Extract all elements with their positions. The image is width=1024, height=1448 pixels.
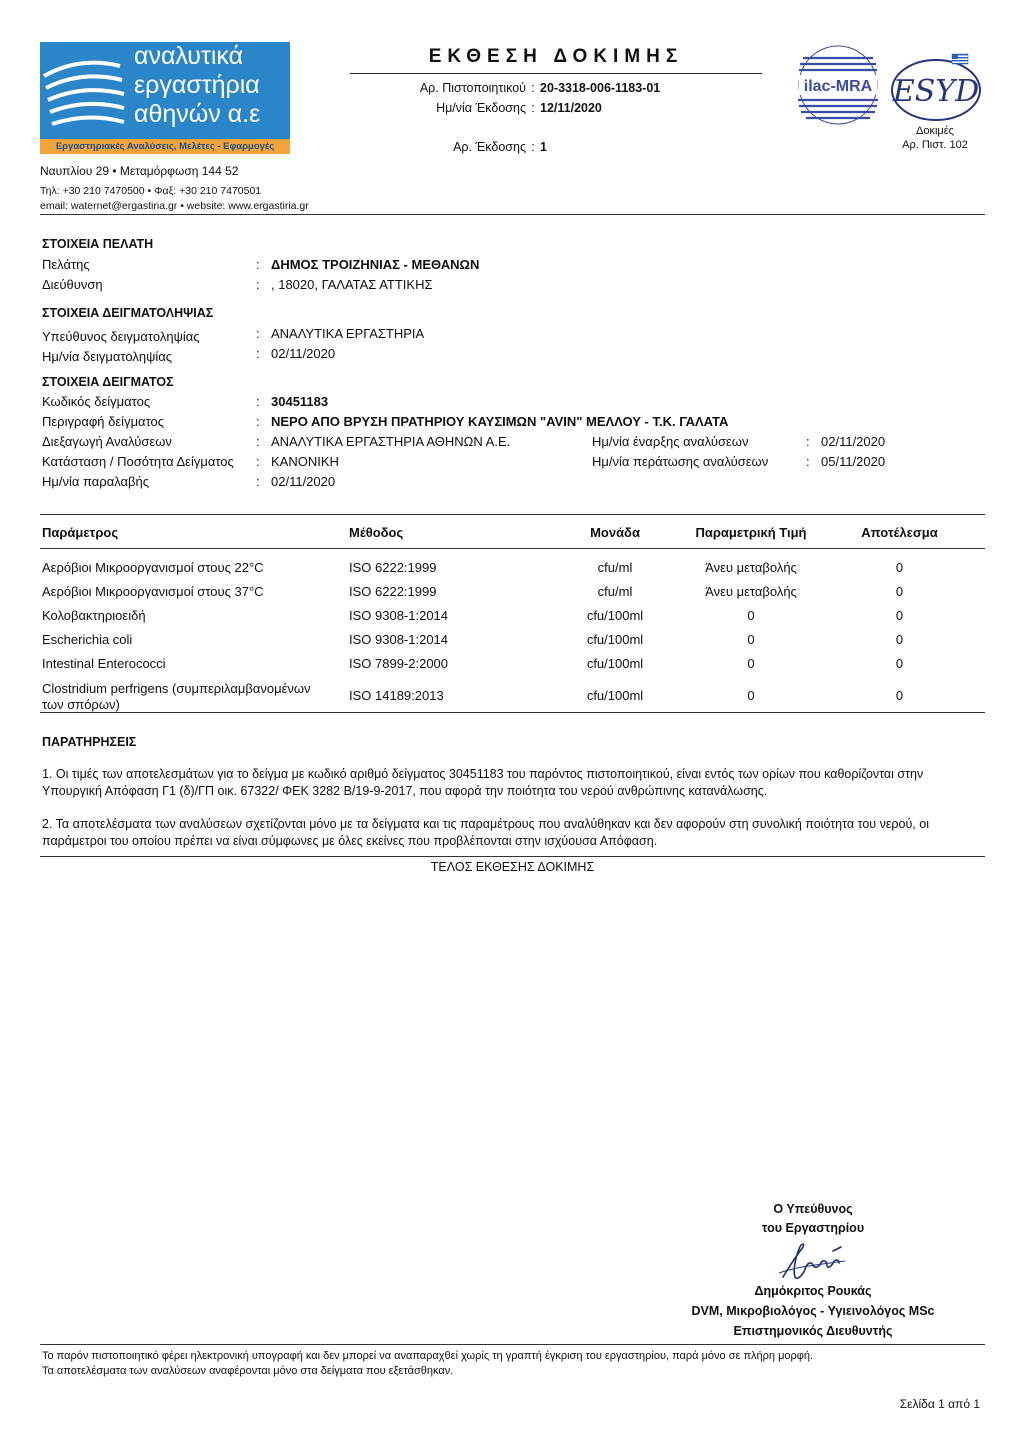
row-6-unit: cfu/100ml (586, 688, 644, 703)
row-2-result: 0 (895, 584, 904, 599)
logo-line-2: εργαστήρια (134, 71, 260, 99)
colon: : (256, 277, 260, 292)
colon: : (256, 414, 260, 429)
signatory-title: DVM, Μικροβιολόγος - Υγιεινολόγος MSc (691, 1304, 935, 1318)
ilac-mra-text: ilac-MRA (803, 78, 873, 95)
analysis-conducted-label: Διεξαγωγή Αναλύσεων (42, 434, 172, 449)
row-4-method: ISO 9308-1:2014 (349, 632, 449, 647)
company-phone: Τηλ: +30 210 7470500 • Φαξ: +30 210 7470501 (40, 185, 262, 197)
logo-line-1: αναλυτικά (134, 42, 244, 70)
analysis-start-value: 02/11/2020 (821, 434, 886, 449)
header-result: Αποτέλεσμα (861, 525, 938, 540)
client-value: ΔΗΜΟΣ ΤΡΟΙΖΗΝΙΑΣ - ΜΕΘΑΝΩΝ (271, 257, 480, 272)
row-5-parameter: Intestinal Enterococci (42, 656, 166, 671)
row-6-parametric-value: 0 (747, 688, 755, 703)
signature-heading-1: Ο Υπεύθυνος (773, 1202, 853, 1216)
table-header-border (40, 548, 985, 549)
row-1-unit: cfu/ml (597, 560, 633, 575)
colon: : (806, 434, 810, 449)
header-parameter: Παράμετρος (42, 525, 119, 540)
row-6-parameter-line-2: των σπόρων) (42, 697, 120, 712)
row-3-result: 0 (895, 608, 904, 623)
colon: : (806, 454, 810, 469)
row-2-parameter: Αερόβιοι Μικροοργανισμοί στους 37°C (42, 584, 264, 599)
colon: : (256, 454, 260, 469)
colon: : (256, 326, 260, 341)
colon: : (256, 394, 260, 409)
note-1: 1. Οι τιμές των αποτελεσμάτων για το δείγμα με κωδικό αριθμό δείγματος 30451183 του παρόντος πιστοποιητικού, είναι εντός των ορίων που καθορίζονται στην Υπουργική Απόφαση Γ1 (δ)/ΓΠ οικ. 67322/ ΦΕΚ 3282 Β/19-9-2017, που αφορά την ποιότητα του νερού ανθρώπινης κατανάλωσης. (42, 767, 924, 798)
row-4-parameter: Escherichia coli (42, 632, 133, 647)
esyd-text: ESYD (892, 74, 980, 109)
row-1-parametric-value: Άνευ μεταβολής (705, 560, 797, 575)
row-6-parameter: Clostridium perfrigens (συμπεριλαμβανομένων (42, 681, 311, 696)
cert-number-label: Αρ. Πιστοποιητικού (419, 81, 526, 95)
receipt-date-value: 02/11/2020 (271, 474, 336, 489)
colon: : (256, 474, 260, 489)
row-1-parameter: Αερόβιοι Μικροοργανισμοί στους 22°C (42, 560, 264, 575)
colon: : (256, 434, 260, 449)
row-6-method: ISO 14189:2013 (349, 688, 444, 703)
sampling-responsible-value: ΑΝΑΛΥΤΙΚΑ ΕΡΓΑΣΤΗΡΙΑ (271, 326, 425, 341)
row-1-result: 0 (895, 560, 904, 575)
ilac-mra-logo (797, 44, 879, 126)
row-5-method: ISO 7899-2:2000 (349, 656, 449, 671)
report-end: ΤΕΛΟΣ ΕΚΘΕΣΗΣ ΔΟΚΙΜΗΣ (430, 860, 595, 874)
sampling-date-value: 02/11/2020 (271, 346, 336, 361)
edition-row (350, 140, 547, 154)
signatory-role: Επιστημονικός Διευθυντής (733, 1324, 893, 1338)
colon: : (256, 257, 260, 272)
row-3-parameter: Κολοβακτηριοειδή (42, 608, 146, 623)
sampling-date-label: Ημ/νία δειγματοληψίας (42, 349, 173, 364)
colon: : (256, 346, 260, 361)
analysis-end-label: Ημ/νία περάτωσης αναλύσεων (592, 454, 769, 469)
logo-wordmark (134, 42, 260, 129)
header-parametric-value: Παραμετρική Τιμή (695, 525, 807, 540)
colon: : (531, 140, 535, 154)
accreditation-line-1: Δοκιμές (916, 125, 954, 137)
accreditation-line-2: Αρ. Πιστ. 102 (902, 139, 968, 151)
footer-disclaimer-1: Το παρόν πιστοποιητικό φέρει ηλεκτρονική υπογραφή και δεν μπορεί να αναπαραχθεί χωρίς τη γραπτή έγκριση του εργαστηρίου, παρά μόνο σε πλήρη μορφή. (42, 1350, 814, 1362)
row-6-result: 0 (895, 688, 904, 703)
waves-icon (40, 42, 126, 139)
sampling-responsible-label: Υπεύθυνος δειγματοληψίας (42, 329, 200, 344)
notes-title: ΠΑΡΑΤΗΡΗΣΕΙΣ (42, 735, 137, 749)
client-address-label: Διεύθυνση (42, 277, 103, 292)
footer-divider (40, 1344, 985, 1345)
signature-heading-2: του Εργαστηρίου (761, 1221, 865, 1235)
sample-description-label: Περιγραφή δείγματος (42, 414, 165, 429)
colon: : (531, 101, 535, 115)
analysis-start-label: Ημ/νία έναρξης αναλύσεων (592, 434, 749, 449)
edition-value: 1 (540, 140, 547, 154)
signatory-name: Δημόκριτος Ρουκάς (754, 1284, 872, 1298)
sample-code-label: Κωδικός δείγματος (42, 394, 151, 409)
client-label: Πελάτης (42, 257, 90, 272)
row-5-unit: cfu/100ml (586, 656, 644, 671)
sample-description-value: ΝΕΡΟ ΑΠΟ ΒΡΥΣΗ ΠΡΑΤΗΡΙΟΥ ΚΑΥΣΙΜΩΝ "AVIN" ΜΕΛΛΟΥ - Τ.Κ. ΓΑΛΑΤΑ (271, 414, 729, 429)
issue-date-value: 12/11/2020 (540, 101, 602, 115)
analysis-end-value: 05/11/2020 (821, 454, 886, 469)
company-address: Ναυπλίου 29 • Μεταμόρφωση 144 52 (40, 164, 239, 178)
row-1-method: ISO 6222:1999 (349, 560, 437, 575)
row-4-result: 0 (895, 632, 904, 647)
row-2-parametric-value: Άνευ μεταβολής (705, 584, 797, 599)
client-section-title: ΣΤΟΙΧΕΙΑ ΠΕΛΑΤΗ (42, 237, 154, 251)
row-4-parametric-value: 0 (747, 632, 755, 647)
row-5-parametric-value: 0 (747, 656, 755, 671)
page-number: Σελίδα 1 από 1 (899, 1397, 980, 1411)
sample-section-title: ΣΤΟΙΧΕΙΑ ΔΕΙΓΜΑΤΟΣ (42, 375, 174, 389)
company-logo (40, 42, 290, 139)
row-4-unit: cfu/100ml (586, 632, 644, 647)
notes-divider (40, 856, 985, 857)
company-contact: email: waternet@ergastiria.gr • website: www.ergastiria.gr (40, 200, 309, 212)
document-title: ΕΚΘΕΣΗ ΔΟΚΙΜΗΣ (428, 46, 684, 67)
edition-label: Αρ. Έκδοσης (453, 140, 526, 154)
cert-number-row (350, 81, 660, 95)
receipt-date-label: Ημ/νία παραλαβής (42, 474, 150, 489)
sample-code-value: 30451183 (271, 394, 329, 409)
sample-condition-label: Κατάσταση / Ποσότητα Δείγματος (42, 454, 234, 469)
header-method: Μέθοδος (349, 525, 404, 540)
handwritten-signature (775, 1237, 855, 1283)
analysis-conducted-value: ΑΝΑΛΥΤΙΚΑ ΕΡΓΑΣΤΗΡΙΑ ΑΘΗΝΩΝ Α.Ε. (271, 434, 511, 449)
row-5-result: 0 (895, 656, 904, 671)
greek-flag-icon (952, 54, 968, 64)
cert-number-value: 20-3318-006-1183-01 (540, 81, 661, 95)
row-2-method: ISO 6222:1999 (349, 584, 437, 599)
title-divider (350, 73, 762, 74)
header-divider (40, 214, 985, 215)
header-unit: Μονάδα (590, 525, 640, 540)
row-3-parametric-value: 0 (747, 608, 755, 623)
row-3-unit: cfu/100ml (586, 608, 644, 623)
table-top-border (40, 514, 985, 515)
client-address-value: , 18020, ΓΑΛΑΤΑΣ ΑΤΤΙΚΗΣ (271, 277, 433, 292)
note-2: 2. Τα αποτελέσματα των αναλύσεων σχετίζονται μόνο με τα δείγματα και τις παραμέτρους που αναλύθηκαν και δεν αφορούν στη συνολική ποιότητα του νερού, οι παράμετροι του οποίου πρέπει να είναι σύμφωνες με όλες εκείνες που προβλέπονται στην ισχύουσα Απόφαση. (42, 817, 929, 848)
footer-disclaimer-2: Τα αποτελέσματα των αναλύσεων αναφέρονται μόνο στα δείγματα που εξετάσθηκαν. (42, 1365, 454, 1377)
colon: : (531, 81, 535, 95)
issue-date-label: Ημ/νία Έκδοσης (436, 101, 526, 115)
issue-date-row (350, 101, 602, 115)
logo-tagline: Εργαστηριακές Αναλύσεις, Μελέτες - Εφαρμογές (40, 139, 290, 154)
accreditation-info (886, 124, 984, 152)
sampling-section-title: ΣΤΟΙΧΕΙΑ ΔΕΙΓΜΑΤΟΛΗΨΙΑΣ (42, 306, 214, 320)
table-bottom-border (40, 712, 985, 713)
row-2-unit: cfu/ml (597, 584, 633, 599)
row-3-method: ISO 9308-1:2014 (349, 608, 449, 623)
logo-line-3: αθηνών α.ε (134, 100, 261, 128)
sample-condition-value: ΚΑΝΟΝΙΚΗ (271, 454, 339, 469)
esyd-logo (890, 52, 982, 122)
